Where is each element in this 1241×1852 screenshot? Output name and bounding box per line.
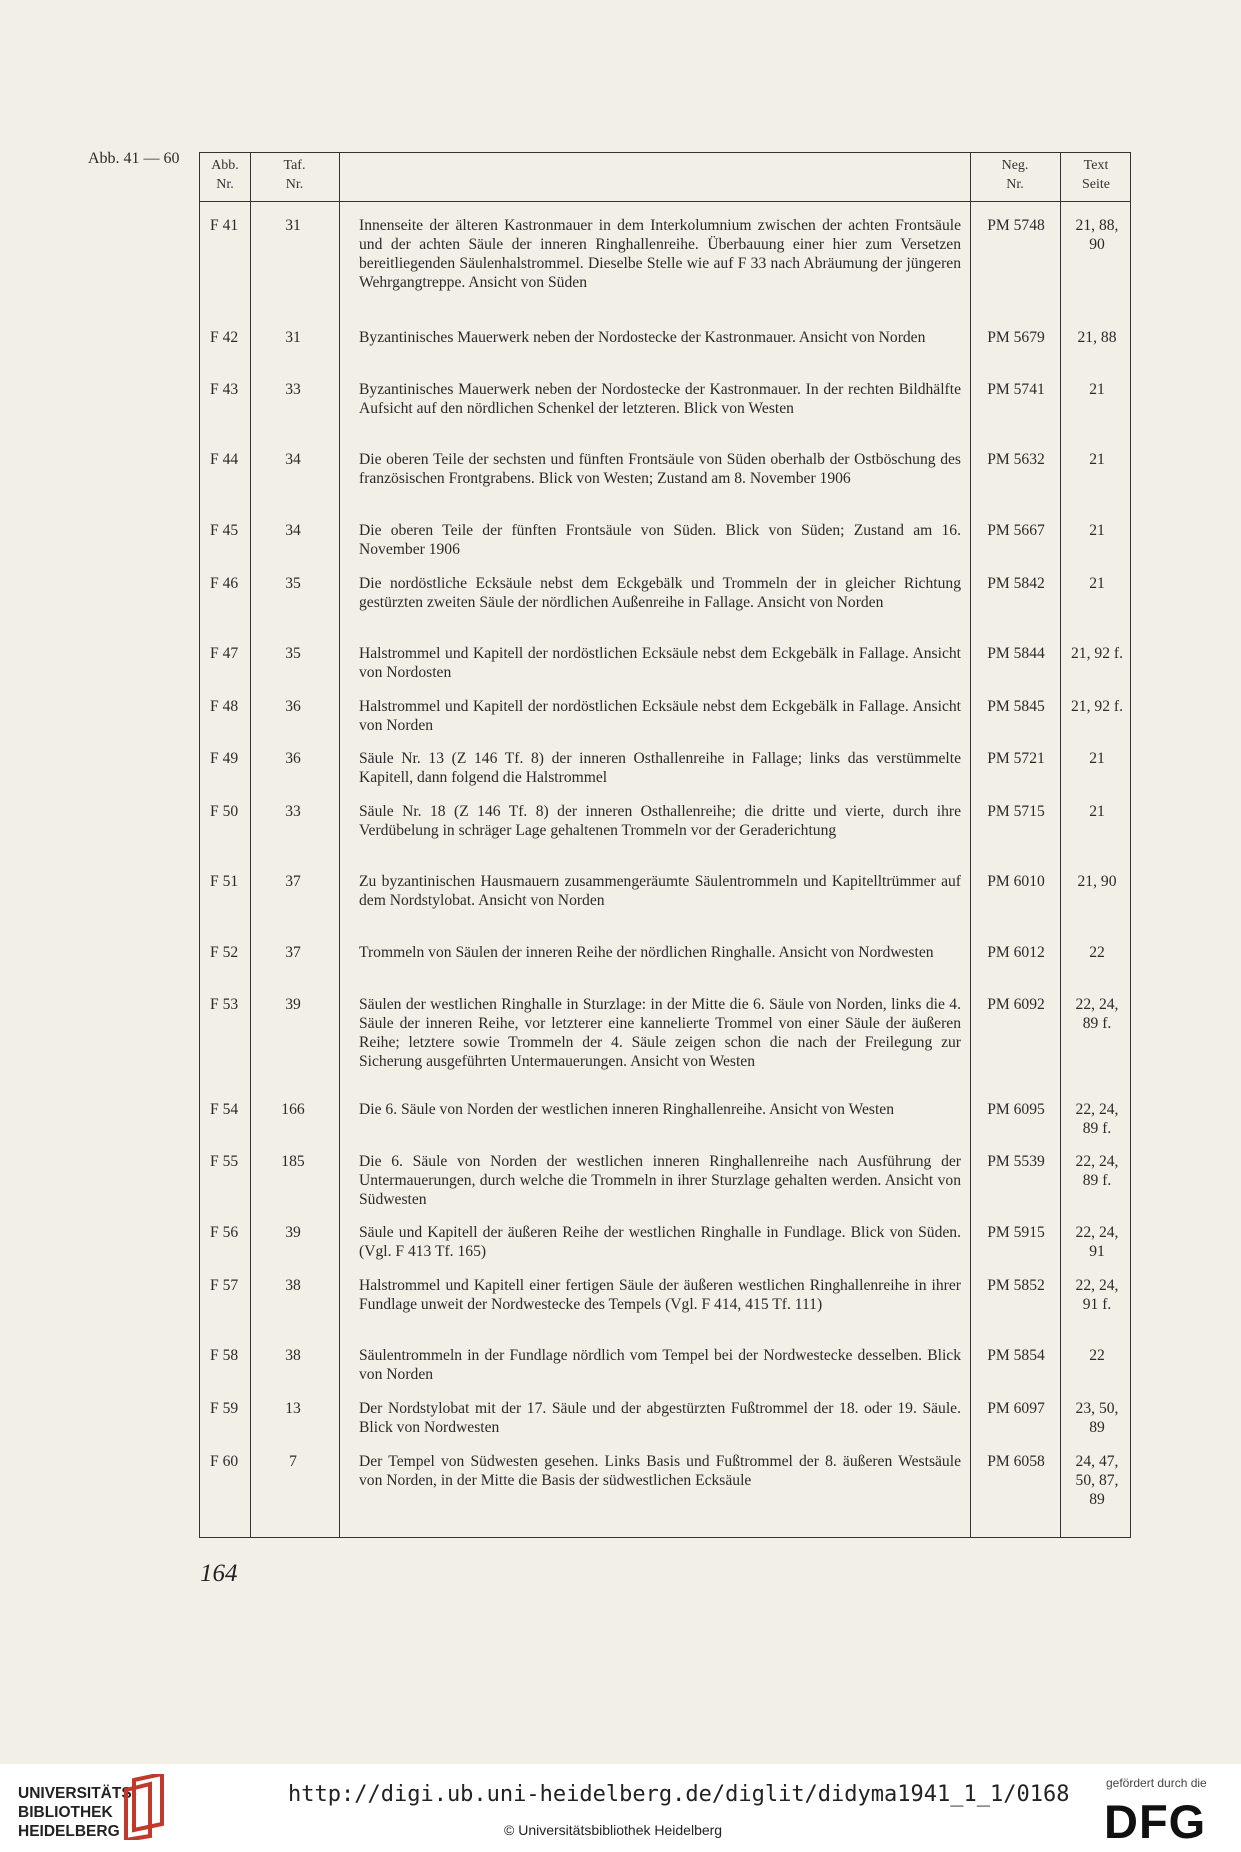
- footer-copyright: © Universitätsbibliothek Heidelberg: [504, 1822, 723, 1838]
- plate-number: 34: [285, 451, 301, 468]
- header-abb-nr: Abb. Nr.: [211, 158, 239, 192]
- column-divider: [970, 153, 971, 1537]
- plate-number: 185: [281, 1153, 305, 1170]
- negative-number: PM 6097: [987, 1400, 1045, 1417]
- column-divider: [1060, 153, 1061, 1537]
- plate-number: 33: [285, 381, 301, 398]
- figure-description: Der Nordstylobat mit der 17. Säule und der abgestürzten Fußtrommel der 18. oder 19. Säule. Blick von Nordwesten: [359, 1400, 961, 1436]
- negative-number: PM 5852: [987, 1277, 1045, 1294]
- figure-number: F 44: [210, 451, 239, 468]
- library-name: UNIVERSITÄTS- BIBLIOTHEK HEIDELBERG: [18, 1785, 137, 1840]
- figure-description: Trommeln von Säulen der inneren Reihe der nördlichen Ringhalle. Ansicht von Nordwesten: [359, 944, 934, 961]
- plate-number: 36: [285, 750, 301, 767]
- negative-number: PM 6012: [987, 944, 1045, 961]
- header-text-seite: Text Seite: [1082, 158, 1110, 192]
- plate-number: 39: [285, 1224, 301, 1241]
- plate-number: 31: [285, 329, 301, 346]
- header-taf-nr: Taf. Nr.: [283, 158, 306, 192]
- figure-number: F 49: [210, 750, 239, 767]
- column-divider: [339, 153, 340, 1537]
- text-page-reference: 22, 24, 89 f.: [1075, 1153, 1119, 1189]
- text-page-reference: 21: [1089, 803, 1105, 820]
- figure-number: F 50: [210, 803, 239, 820]
- plate-number: 36: [285, 698, 301, 715]
- figure-number: F 60: [210, 1453, 239, 1470]
- text-page-reference: 22, 24, 91 f.: [1075, 1277, 1119, 1313]
- negative-number: PM 5741: [987, 381, 1045, 398]
- header-neg-nr: Neg. Nr.: [1001, 158, 1029, 192]
- plate-number: 33: [285, 803, 301, 820]
- figure-description: Halstrommel und Kapitell einer fertigen Säule der äußeren westlichen Ringhallenreihe in ihrer Fundlage unweit der Nordwestecke des Tempels (Vgl. F 414, 415 Tf. 111): [359, 1277, 961, 1313]
- figure-description: Die nordöstliche Ecksäule nebst dem Eckgebälk und Trommeln der in gleicher Richtung gestürzten zweiten Säule der nördlichen Außenreihe in Fallage. Ansicht von Norden: [359, 575, 961, 611]
- negative-number: PM 5679: [987, 329, 1045, 346]
- footer-bar: [0, 1764, 1241, 1852]
- figure-description: Der Tempel von Südwesten gesehen. Links Basis und Fußtrommel der 8. äußeren Westsäule von Norden, in der Mitte die Basis der südwestlichen Ecksäule: [359, 1453, 961, 1489]
- negative-number: PM 5721: [987, 750, 1045, 767]
- figure-description: Die 6. Säule von Norden der westlichen inneren Ringhallenreihe. Ansicht von Westen: [359, 1101, 895, 1118]
- figure-number: F 56: [210, 1224, 239, 1241]
- plate-number: 38: [285, 1277, 301, 1294]
- footer-url-link[interactable]: http://digi.ub.uni-heidelberg.de/diglit/didyma1941_1_1/0168: [288, 1782, 1070, 1807]
- figure-number: F 41: [210, 217, 239, 234]
- plate-number: 38: [285, 1347, 301, 1364]
- negative-number: PM 5842: [987, 575, 1045, 592]
- figure-number: F 54: [210, 1101, 239, 1118]
- figure-description: Säule Nr. 13 (Z 146 Tf. 8) der inneren Osthallenreihe in Fallage; links das verstümmelte Kapitell, dann folgend die Halstrommel: [359, 750, 961, 786]
- text-page-reference: 21, 88: [1077, 329, 1117, 346]
- figure-description: Byzantinisches Mauerwerk neben der Nordostecke der Kastronmauer. In der rechten Bildhälfte Aufsicht auf den nördlichen Schenkel der letzteren. Blick von Westen: [359, 381, 961, 417]
- figure-description: Säulen der westlichen Ringhalle in Sturzlage: in der Mitte die 6. Säule von Norden, links die 4. Säule der inneren Reihe, vor letzterer eine kannelierte Trommel von einer Säule der äußeren Reihe; letztere sowie Trommeln der 4. Säule zeigen schon die nach der Freilegung zur Sicherung ausgeführten Untermauerungen. Ansicht von Westen: [359, 996, 961, 1070]
- figure-description: Säulentrommeln in der Fundlage nördlich vom Tempel bei der Nordwestecke desselben. Blick von Norden: [359, 1347, 961, 1383]
- negative-number: PM 5915: [987, 1224, 1045, 1241]
- figure-catalog-table: [199, 152, 1131, 1538]
- figure-range-label: Abb. 41 — 60: [88, 150, 180, 167]
- plate-number: 35: [285, 645, 301, 662]
- plate-number: 37: [285, 873, 301, 890]
- figure-description: Zu byzantinischen Hausmauern zusammengeräumte Säulentrommeln und Kapitelltrümmer auf dem Nordstylobat. Ansicht von Norden: [359, 873, 961, 909]
- figure-description: Byzantinisches Mauerwerk neben der Nordostecke der Kastronmauer. Ansicht von Norden: [359, 329, 926, 346]
- negative-number: PM 5748: [987, 217, 1045, 234]
- page-number: 164: [200, 1560, 238, 1587]
- negative-number: PM 6058: [987, 1453, 1045, 1470]
- figure-description: Säule und Kapitell der äußeren Reihe der westlichen Ringhalle in Fundlage. Blick von Süden. (Vgl. F 413 Tf. 165): [359, 1224, 961, 1260]
- text-page-reference: 21, 90: [1077, 873, 1117, 890]
- negative-number: PM 5539: [987, 1153, 1045, 1170]
- text-page-reference: 22, 24, 91: [1075, 1224, 1119, 1260]
- text-page-reference: 22: [1089, 1347, 1105, 1364]
- figure-number: F 47: [210, 645, 239, 662]
- figure-description: Halstrommel und Kapitell der nordöstlichen Ecksäule nebst dem Eckgebälk in Fallage. Ansicht von Norden: [359, 698, 961, 734]
- text-page-reference: 21, 88, 90: [1075, 217, 1119, 253]
- negative-number: PM 6095: [987, 1101, 1045, 1118]
- negative-number: PM 6010: [987, 873, 1045, 890]
- text-page-reference: 24, 47, 50, 87, 89: [1075, 1453, 1119, 1508]
- library-logo-icon: [124, 1774, 172, 1840]
- plate-number: 7: [289, 1453, 297, 1470]
- figure-description: Die oberen Teile der fünften Frontsäule von Süden. Blick von Süden; Zustand am 16. November 1906: [359, 522, 961, 558]
- dfg-logo: DFG: [1104, 1795, 1207, 1848]
- figure-number: F 43: [210, 381, 239, 398]
- funding-label: gefördert durch die: [1106, 1776, 1207, 1790]
- figure-number: F 58: [210, 1347, 239, 1364]
- text-page-reference: 21: [1089, 750, 1105, 767]
- negative-number: PM 5845: [987, 698, 1045, 715]
- negative-number: PM 5844: [987, 645, 1045, 662]
- plate-number: 35: [285, 575, 301, 592]
- negative-number: PM 5715: [987, 803, 1045, 820]
- negative-number: PM 5854: [987, 1347, 1045, 1364]
- figure-number: F 55: [210, 1153, 239, 1170]
- figure-description: Halstrommel und Kapitell der nordöstlichen Ecksäule nebst dem Eckgebälk in Fallage. Ansicht von Nordosten: [359, 645, 961, 681]
- negative-number: PM 6092: [987, 996, 1045, 1013]
- figure-number: F 51: [210, 873, 239, 890]
- figure-description: Die oberen Teile der sechsten und fünften Frontsäule von Süden oberhalb der Ostböschung des französischen Frontgrabens. Blick von Westen; Zustand am 8. November 1906: [359, 451, 961, 487]
- text-page-reference: 21, 92 f.: [1071, 698, 1123, 715]
- figure-description: Die 6. Säule von Norden der westlichen inneren Ringhallenreihe nach Ausführung der Untermauerungen, durch welche die Trommeln in ihrer Sturzlage gehalten werden. Ansicht von Südwesten: [359, 1153, 961, 1208]
- text-page-reference: 22, 24, 89 f.: [1075, 996, 1119, 1032]
- plate-number: 13: [285, 1400, 301, 1417]
- figure-description: Innenseite der älteren Kastronmauer in dem Interkolumnium zwischen der achten Frontsäule und der achten Säule der inneren Ringhallenreihe. Überbauung einer hier zum Versetzen bereitliegenden Säulenhalstrommel. Dieselbe Stelle wie auf F 33 nach Abräumung der jüngeren Wehrgangtreppe. Ansicht von Süden: [359, 217, 961, 291]
- plate-number: 34: [285, 522, 301, 539]
- text-page-reference: 21: [1089, 451, 1105, 468]
- text-page-reference: 23, 50, 89: [1075, 1400, 1119, 1436]
- figure-number: F 45: [210, 522, 239, 539]
- header-divider: [200, 201, 1130, 202]
- figure-number: F 59: [210, 1400, 239, 1417]
- column-divider: [250, 153, 251, 1537]
- text-page-reference: 22: [1089, 944, 1105, 961]
- plate-number: 37: [285, 944, 301, 961]
- negative-number: PM 5632: [987, 451, 1045, 468]
- negative-number: PM 5667: [987, 522, 1045, 539]
- figure-number: F 42: [210, 329, 239, 346]
- plate-number: 31: [285, 217, 301, 234]
- figure-description: Säule Nr. 18 (Z 146 Tf. 8) der inneren Osthallenreihe; die dritte und vierte, durch ihre Verdübelung in schräger Lage gehaltenen Trommeln vor der Geraderichtung: [359, 803, 961, 839]
- text-page-reference: 21: [1089, 522, 1105, 539]
- text-page-reference: 22, 24, 89 f.: [1075, 1101, 1119, 1137]
- text-page-reference: 21, 92 f.: [1071, 645, 1123, 662]
- figure-number: F 48: [210, 698, 239, 715]
- figure-number: F 46: [210, 575, 239, 592]
- figure-number: F 53: [210, 996, 239, 1013]
- text-page-reference: 21: [1089, 575, 1105, 592]
- text-page-reference: 21: [1089, 381, 1105, 398]
- figure-number: F 52: [210, 944, 239, 961]
- figure-number: F 57: [210, 1277, 239, 1294]
- plate-number: 39: [285, 996, 301, 1013]
- plate-number: 166: [281, 1101, 305, 1118]
